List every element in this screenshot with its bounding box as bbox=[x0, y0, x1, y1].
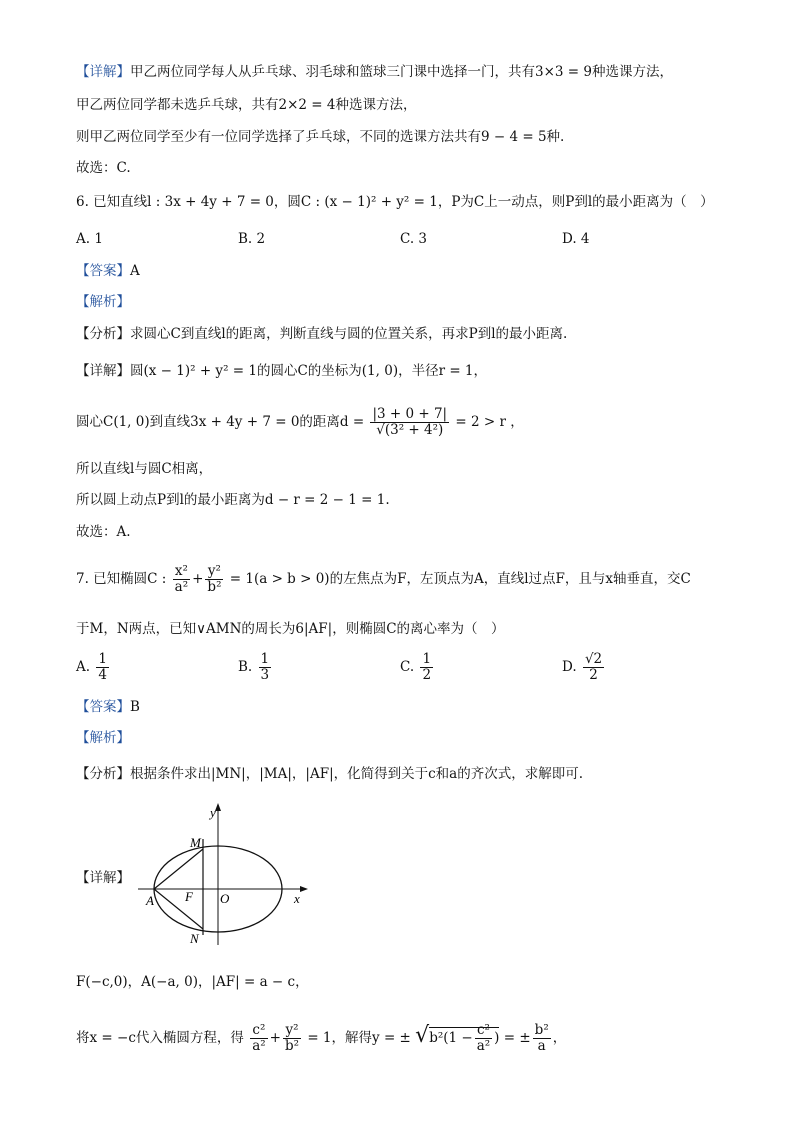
fenxi-text: 根据条件求出|MN|，|MA|，|AF|，化简得到关于c和a的齐次式，求解即可. bbox=[130, 766, 584, 782]
root-fraction bbox=[475, 1023, 492, 1054]
analysis-tag: 【解析】 bbox=[76, 294, 130, 310]
q7-coords: F(−c,0)，A(−a, 0)，|AF| = a − c， bbox=[76, 974, 309, 990]
stem-prefix: 7. 已知椭圆C : bbox=[76, 571, 167, 587]
q7-option-c bbox=[400, 652, 435, 683]
answer-tag: 【答案】 bbox=[76, 699, 130, 715]
ellipse-diagram bbox=[130, 795, 320, 955]
answer-value: B bbox=[130, 699, 140, 715]
option-fraction bbox=[583, 652, 604, 683]
option-letter: C. bbox=[400, 659, 415, 675]
q7-option-a bbox=[76, 652, 111, 683]
q6-detail-line-3: 所以直线l与圆C相离， bbox=[76, 461, 213, 477]
answer-tag: 【答案】 bbox=[76, 263, 130, 279]
label-y: y bbox=[210, 805, 216, 820]
root-sign: √ bbox=[415, 1023, 430, 1048]
denominator: 2 bbox=[422, 667, 432, 683]
distance-suffix: = 2 > r ， bbox=[455, 414, 524, 430]
q6-detail-line-4: 所以圆上动点P到l的最小距离为d − r = 2 − 1 = 1. bbox=[76, 492, 390, 508]
numerator: x² bbox=[173, 564, 190, 580]
denominator: 3 bbox=[260, 667, 270, 683]
q5-detail-line-3: 则甲乙两位同学至少有一位同学选择了乒乓球，不同的选课方法共有9 − 4 = 5种. bbox=[76, 129, 565, 145]
q7-stem-line-1: 7. 已知椭圆C : $\frac{\text{x²}}{\text{a²}}$ + $\frac{\text{y²}}{\text{b²}}$ = 1(a > b > 0)的左焦点为F，左顶点为A，直线l过点F，且与x轴垂直，交C bbox=[76, 563, 691, 595]
q5-choice: 故选：C. bbox=[76, 160, 131, 176]
option-letter: A. bbox=[76, 659, 91, 675]
distance-numerator: |3 + 0 + 7| bbox=[372, 406, 448, 422]
label-x: x bbox=[294, 891, 300, 906]
q7-analysis-tag bbox=[76, 729, 130, 747]
stem-suffix: = 1(a > b > 0)的左焦点为F，左顶点为A，直线l过点F，且与x轴垂直，交C bbox=[229, 571, 691, 587]
q7-detail-tag: 【详解】 bbox=[76, 870, 130, 886]
detail-tag: 【详解】 bbox=[76, 64, 130, 80]
sub-middle: = 1，解得y = ± bbox=[307, 1030, 411, 1046]
distance-denominator: √(3² + 4²) bbox=[376, 422, 444, 438]
option-fraction bbox=[420, 652, 433, 683]
denominator: a² bbox=[174, 579, 189, 595]
q6-analysis-tag bbox=[76, 293, 130, 311]
q6-option-d: D. 4 bbox=[562, 231, 590, 247]
sub-fraction-c bbox=[250, 1023, 267, 1054]
label-f: F bbox=[185, 889, 193, 904]
q6-option-a: A. 1 bbox=[76, 231, 103, 247]
q7-option-d bbox=[562, 652, 606, 683]
denominator: a² bbox=[476, 1038, 491, 1054]
fenxi-tag: 【分析】 bbox=[76, 326, 130, 342]
root-body bbox=[429, 1022, 500, 1054]
option-letter: B. bbox=[238, 659, 253, 675]
label-n: N bbox=[190, 931, 199, 946]
numerator: 1 bbox=[422, 651, 432, 667]
q5-detail-line-2: 甲乙两位同学都未选乒乓球，共有2×2 = 4种选课方法， bbox=[76, 97, 417, 113]
root-close: ) bbox=[494, 1030, 500, 1046]
numerator: c² bbox=[250, 1023, 267, 1039]
sub-fraction-y bbox=[283, 1023, 301, 1054]
text: 甲乙两位同学每人从乒乓球、羽毛球和篮球三门课中选择一门，共有3×3 = 9种选课方法， bbox=[130, 64, 673, 80]
denominator: b² bbox=[207, 579, 222, 595]
q6-detail-line-1 bbox=[76, 362, 487, 380]
y-axis-arrow bbox=[215, 803, 221, 811]
denominator: 4 bbox=[98, 667, 107, 683]
label-o: O bbox=[220, 891, 230, 906]
label-a: A bbox=[146, 893, 154, 908]
denominator: b² bbox=[284, 1038, 300, 1054]
analysis-tag: 【解析】 bbox=[76, 730, 130, 746]
q6-fenxi bbox=[76, 325, 567, 343]
numerator: c² bbox=[475, 1023, 492, 1039]
q6-choice: 故选：A. bbox=[76, 524, 131, 540]
q7-stem-line-2: 于M，N两点，已知∨AMN的周长为6|AF|，则椭圆C的离心率为（ ） bbox=[76, 621, 505, 637]
stem-fraction-y bbox=[205, 564, 223, 595]
q7-option-b bbox=[238, 652, 273, 683]
numerator: 1 bbox=[98, 651, 107, 667]
numerator: y² bbox=[283, 1023, 301, 1039]
detail-tag: 【详解】 bbox=[76, 363, 130, 379]
q6-option-b: B. 2 bbox=[238, 231, 266, 247]
root-text: b²(1 − bbox=[429, 1030, 473, 1046]
denominator: 2 bbox=[589, 667, 598, 683]
numerator: y² bbox=[205, 564, 223, 580]
answer-value: A bbox=[130, 263, 140, 279]
q6-answer bbox=[76, 262, 140, 280]
sub-equals: = ± bbox=[503, 1030, 531, 1046]
q7-fenxi bbox=[76, 765, 583, 783]
option-fraction bbox=[96, 652, 109, 683]
x-axis-arrow bbox=[300, 886, 308, 892]
distance-prefix: 圆心C(1, 0)到直线3x + 4y + 7 = 0的距离d = bbox=[76, 414, 365, 430]
result-fraction bbox=[533, 1023, 551, 1054]
option-letter: D. bbox=[562, 659, 577, 675]
stem-fraction-x bbox=[173, 564, 190, 595]
q7-answer bbox=[76, 698, 140, 716]
q6-detail-line-2 bbox=[76, 405, 524, 439]
denominator: a² bbox=[252, 1038, 266, 1054]
distance-fraction bbox=[370, 407, 449, 438]
q6-option-c: C. 3 bbox=[400, 231, 428, 247]
label-m: M bbox=[190, 835, 201, 850]
fenxi-text: 求圆心C到直线l的距离，判断直线与圆的位置关系，再求P到l的最小距离. bbox=[130, 326, 568, 342]
option-fraction bbox=[259, 652, 272, 683]
sub-end: ， bbox=[552, 1030, 567, 1046]
detail-text: 圆(x − 1)² + y² = 1的圆心C的坐标为(1, 0)，半径r = 1， bbox=[130, 363, 488, 379]
q7-substitution-line: 将x = −c代入椭圆方程，得 $\frac{\text{c²}}{\text{a²}}$ + $\frac{\text{y²}}{\text{b²}}$ = 1，解得y = ± √b²(1 − $\frac{\text{c²}}{\text{a²}}$ ) = ± $\frac{\text{b²}}{a}$ ， bbox=[76, 1022, 567, 1054]
numerator: 1 bbox=[260, 651, 270, 667]
sub-prefix: 将x = −c代入椭圆方程，得 bbox=[76, 1030, 244, 1046]
q5-detail-line-1 bbox=[76, 63, 673, 81]
numerator: b² bbox=[534, 1022, 549, 1038]
fenxi-tag: 【分析】 bbox=[76, 766, 130, 782]
denominator: a bbox=[537, 1038, 546, 1054]
q6-stem: 6. 已知直线l : 3x + 4y + 7 = 0，圆C : (x − 1)² + y² = 1，P为C上一动点，则P到l的最小距离为（ ） bbox=[76, 194, 714, 210]
numerator: √2 bbox=[584, 651, 603, 667]
